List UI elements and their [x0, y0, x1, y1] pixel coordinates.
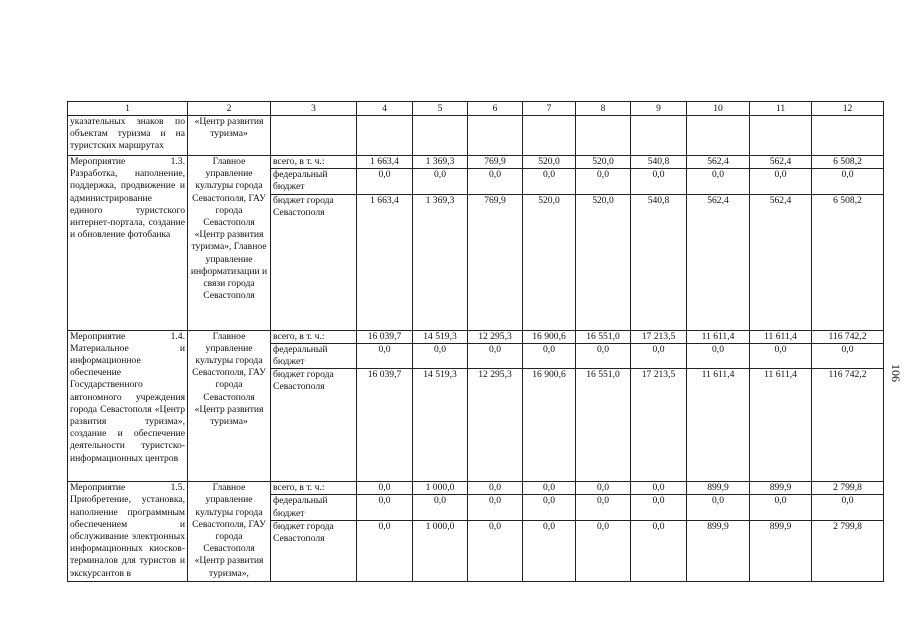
amount-cell: 0,0	[631, 495, 687, 520]
empty-cell	[271, 116, 357, 156]
amount-cell: 899,9	[687, 482, 750, 495]
amount-cell: 769,9	[468, 156, 523, 169]
budget-table-sheet	[67, 101, 883, 579]
page-number: 106	[889, 364, 903, 382]
continuation-row	[68, 116, 884, 156]
amount-cell: 14 519,3	[413, 330, 468, 343]
empty-cell	[812, 116, 884, 156]
funding-source: всего, в т. ч.:	[271, 156, 357, 169]
amount-cell: 16 039,7	[357, 369, 413, 482]
amount-cell: 0,0	[357, 495, 413, 520]
amount-cell: 0,0	[523, 482, 576, 495]
header-cell: 1	[68, 102, 188, 116]
amount-cell: 0,0	[468, 495, 523, 520]
header-cell: 5	[413, 102, 468, 116]
measure-name: Мероприятие 1.4. Материальное и информационное обеспечение Государственного автономного учреждения города Севастополя «Центр развития туризма», создание и обеспечение деятельности туристско-информационных центров	[68, 330, 188, 482]
empty-cell	[631, 116, 687, 156]
amount-cell: 540,8	[631, 194, 687, 330]
amount-cell: 6 508,2	[812, 156, 884, 169]
amount-cell: 899,9	[750, 482, 812, 495]
amount-cell: 16 900,6	[523, 330, 576, 343]
amount-cell: 0,0	[750, 343, 812, 368]
amount-cell: 116 742,2	[812, 369, 884, 482]
amount-cell: 11 611,4	[687, 330, 750, 343]
table-row	[68, 482, 884, 495]
amount-cell: 0,0	[687, 343, 750, 368]
amount-cell: 0,0	[468, 482, 523, 495]
amount-cell: 0,0	[750, 495, 812, 520]
amount-cell: 12 295,3	[468, 330, 523, 343]
funding-source: федеральный бюджет	[271, 169, 357, 194]
header-cell: 9	[631, 102, 687, 116]
amount-cell: 0,0	[468, 169, 523, 194]
amount-cell: 0,0	[576, 169, 631, 194]
amount-cell: 0,0	[687, 495, 750, 520]
amount-cell: 11 611,4	[750, 330, 812, 343]
header-cell: 12	[812, 102, 884, 116]
amount-cell: 0,0	[468, 520, 523, 581]
amount-cell: 899,9	[687, 520, 750, 581]
measure-executor: Главное управление культуры города Севастополя, ГАУ города Севастополя «Центр развития туризма», Главное управление информатизации и связи города Севастополя	[188, 156, 271, 331]
empty-cell	[523, 116, 576, 156]
amount-cell: 0,0	[631, 169, 687, 194]
amount-cell: 1 663,4	[357, 194, 413, 330]
header-cell: 11	[750, 102, 812, 116]
amount-cell: 17 213,5	[631, 369, 687, 482]
amount-cell: 520,0	[576, 194, 631, 330]
amount-cell: 0,0	[357, 343, 413, 368]
amount-cell: 0,0	[523, 520, 576, 581]
measure-executor: «Центр развития туризма»	[188, 116, 271, 156]
measure-name: указательных знаков по объектам туризма и на туристских маршрутах	[68, 116, 188, 156]
amount-cell: 520,0	[576, 156, 631, 169]
empty-cell	[750, 116, 812, 156]
empty-cell	[357, 116, 413, 156]
measures-body	[68, 156, 884, 582]
amount-cell: 769,9	[468, 194, 523, 330]
empty-cell	[576, 116, 631, 156]
amount-cell: 0,0	[413, 169, 468, 194]
empty-cell	[687, 116, 750, 156]
amount-cell: 1 369,3	[413, 156, 468, 169]
funding-source: всего, в т. ч.:	[271, 330, 357, 343]
column-number-row	[68, 102, 884, 116]
table-row	[68, 330, 884, 343]
amount-cell: 0,0	[687, 169, 750, 194]
amount-cell: 0,0	[631, 482, 687, 495]
amount-cell: 16 551,0	[576, 369, 631, 482]
amount-cell: 116 742,2	[812, 330, 884, 343]
amount-cell: 0,0	[523, 495, 576, 520]
funding-source: федеральный бюджет	[271, 343, 357, 368]
amount-cell: 0,0	[523, 343, 576, 368]
funding-source: бюджет города Севастополя	[271, 520, 357, 581]
amount-cell: 0,0	[812, 343, 884, 368]
amount-cell: 16 900,6	[523, 369, 576, 482]
amount-cell: 17 213,5	[631, 330, 687, 343]
amount-cell: 16 551,0	[576, 330, 631, 343]
amount-cell: 0,0	[812, 169, 884, 194]
amount-cell: 899,9	[750, 520, 812, 581]
amount-cell: 0,0	[631, 520, 687, 581]
empty-cell	[413, 116, 468, 156]
amount-cell: 0,0	[576, 495, 631, 520]
funding-source: федеральный бюджет	[271, 495, 357, 520]
header-cell: 3	[271, 102, 357, 116]
measure-executor: Главное управление культуры города Севастополя, ГАУ города Севастополя «Центр развития туризма»	[188, 330, 271, 482]
measure-name: Мероприятие 1.5. Приобретение, установка, наполнение программным обеспечением и обслуживание электронных информационных киосков-терминалов для туристов и экскурсантов в	[68, 482, 188, 582]
amount-cell: 520,0	[523, 156, 576, 169]
amount-cell: 0,0	[812, 495, 884, 520]
funding-source: бюджет города Севастополя	[271, 369, 357, 482]
amount-cell: 0,0	[750, 169, 812, 194]
amount-cell: 0,0	[413, 343, 468, 368]
amount-cell: 1 000,0	[413, 520, 468, 581]
amount-cell: 562,4	[750, 156, 812, 169]
amount-cell: 0,0	[576, 520, 631, 581]
amount-cell: 14 519,3	[413, 369, 468, 482]
header-cell: 2	[188, 102, 271, 116]
amount-cell: 11 611,4	[687, 369, 750, 482]
amount-cell: 0,0	[468, 343, 523, 368]
amount-cell: 562,4	[687, 194, 750, 330]
amount-cell: 562,4	[750, 194, 812, 330]
budget-table	[67, 101, 884, 582]
amount-cell: 0,0	[357, 520, 413, 581]
amount-cell: 562,4	[687, 156, 750, 169]
funding-source: бюджет города Севастополя	[271, 194, 357, 330]
amount-cell: 540,8	[631, 156, 687, 169]
header-cell: 4	[357, 102, 413, 116]
amount-cell: 16 039,7	[357, 330, 413, 343]
amount-cell: 11 611,4	[750, 369, 812, 482]
amount-cell: 12 295,3	[468, 369, 523, 482]
amount-cell: 1 663,4	[357, 156, 413, 169]
amount-cell: 0,0	[357, 169, 413, 194]
amount-cell: 2 799,8	[812, 482, 884, 495]
measure-executor: Главное управление культуры города Севастополя, ГАУ города Севастополя «Центр развития туризма»,	[188, 482, 271, 582]
amount-cell: 2 799,8	[812, 520, 884, 581]
header-cell: 7	[523, 102, 576, 116]
amount-cell: 0,0	[413, 495, 468, 520]
amount-cell: 0,0	[576, 343, 631, 368]
amount-cell: 0,0	[357, 482, 413, 495]
amount-cell: 1 000,0	[413, 482, 468, 495]
header-cell: 8	[576, 102, 631, 116]
header-cell: 6	[468, 102, 523, 116]
funding-source: всего, в т. ч.:	[271, 482, 357, 495]
amount-cell: 0,0	[631, 343, 687, 368]
amount-cell: 1 369,3	[413, 194, 468, 330]
header-cell: 10	[687, 102, 750, 116]
amount-cell: 6 508,2	[812, 194, 884, 330]
table-row	[68, 156, 884, 169]
amount-cell: 0,0	[523, 169, 576, 194]
measure-name: Мероприятие 1.3. Разработка, наполнение, поддержка, продвижение и администрирование единого туристского интернет-портала, создание и обновление фотобанка	[68, 156, 188, 331]
empty-cell	[468, 116, 523, 156]
amount-cell: 520,0	[523, 194, 576, 330]
amount-cell: 0,0	[576, 482, 631, 495]
